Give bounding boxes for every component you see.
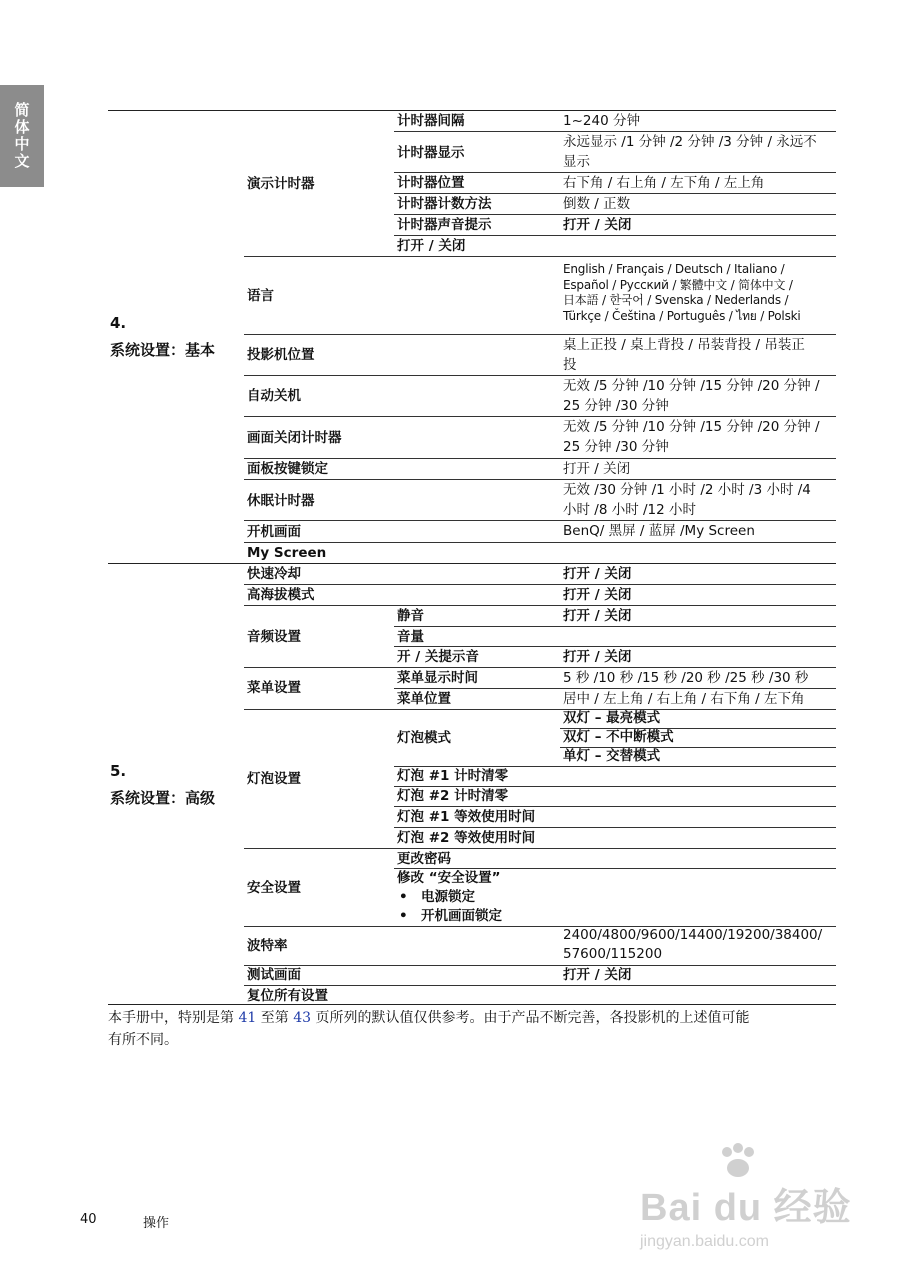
row-line bbox=[244, 584, 836, 585]
footnote-text-1: 本手册中，特别是第 bbox=[108, 1010, 239, 1026]
mute-value: 打开 / 关闭 bbox=[563, 608, 632, 624]
footnote bbox=[108, 1007, 838, 1051]
table-bottom-border bbox=[108, 1004, 836, 1005]
table-top-border bbox=[108, 110, 836, 111]
footnote-text-3: 页所列的默认值仅供参考。由于产品不断完善，各投影机的上述值可能 bbox=[311, 1010, 750, 1026]
beep-label: 开 / 关提示音 bbox=[397, 649, 479, 665]
lamp-mode-value-3: 单灯 – 交替模式 bbox=[563, 748, 661, 764]
watermark-logo: Bai du 经验 bbox=[640, 1187, 852, 1229]
blank-timer-value-1: 无效 /5 分钟 /10 分钟 /15 分钟 /20 分钟 / bbox=[563, 419, 820, 435]
language-values-line-2: Español / Русский / 繁體中文 / 简体中文 / bbox=[563, 277, 793, 292]
timer-display-label: 计时器显示 bbox=[397, 145, 465, 161]
row-line bbox=[244, 709, 836, 710]
auto-off-value-2: 25 分钟 /30 分钟 bbox=[563, 398, 669, 414]
panel-lock-value: 打开 / 关闭 bbox=[563, 461, 631, 477]
splash-lock-label: 开机画面锁定 bbox=[421, 908, 502, 924]
row-line bbox=[244, 985, 836, 986]
projector-position-label: 投影机位置 bbox=[247, 347, 315, 363]
menu-time-value: 5 秒 /10 秒 /15 秒 /20 秒 /25 秒 /30 秒 bbox=[563, 670, 809, 686]
change-password-label: 更改密码 bbox=[397, 851, 451, 867]
timer-position-value: 右下角 / 右上角 / 左下角 / 左上角 bbox=[563, 175, 765, 191]
splash-value: BenQ/ 黑屏 / 蓝屏 /My Screen bbox=[563, 523, 755, 539]
sleep-timer-label: 休眠计时器 bbox=[247, 493, 315, 509]
footer-section-title: 操作 bbox=[143, 1216, 170, 1231]
audio-label: 音频设置 bbox=[247, 629, 301, 645]
lamp-hours2-label: 灯泡 #2 等效使用时间 bbox=[397, 830, 536, 846]
timer-sound-value: 打开 / 关闭 bbox=[563, 217, 632, 233]
sleep-timer-value-2: 小时 /8 小时 /12 小时 bbox=[563, 502, 697, 518]
language-values bbox=[563, 262, 801, 324]
footnote-text-2: 至第 bbox=[256, 1010, 294, 1026]
menu-position-value: 居中 / 左上角 / 右上角 / 右下角 / 左下角 bbox=[563, 691, 805, 707]
language-side-tab: 简体中文 bbox=[0, 85, 44, 187]
lamp-mode-label: 灯泡模式 bbox=[397, 730, 451, 746]
lamp-hours1-label: 灯泡 #1 等效使用时间 bbox=[397, 809, 536, 825]
reset-all-label: 复位所有设置 bbox=[247, 988, 328, 1004]
panel-lock-label: 面板按键锁定 bbox=[247, 461, 328, 477]
timer-interval-value: 1~240 分钟 bbox=[563, 113, 640, 129]
modify-security-label: 修改 “安全设置” bbox=[397, 870, 501, 886]
timer-sound-label: 计时器声音提示 bbox=[397, 217, 492, 233]
lamp-reset1-label: 灯泡 #1 计时清零 bbox=[397, 768, 509, 784]
splash-label: 开机画面 bbox=[247, 524, 301, 540]
timer-method-label: 计时器计数方法 bbox=[397, 196, 492, 212]
high-altitude-label: 高海拔模式 bbox=[247, 587, 315, 603]
baud-label: 波特率 bbox=[247, 938, 288, 954]
power-lock-label: 电源锁定 bbox=[421, 889, 475, 905]
lamp-reset2-label: 灯泡 #2 计时清零 bbox=[397, 788, 509, 804]
volume-label: 音量 bbox=[397, 629, 424, 645]
timer-method-value: 倒数 / 正数 bbox=[563, 196, 631, 212]
watermark-url: jingyan.baidu.com bbox=[640, 1233, 769, 1250]
baud-value-2: 57600/115200 bbox=[563, 946, 663, 962]
projector-position-value-2: 投 bbox=[563, 357, 577, 373]
quick-cool-label: 快速冷却 bbox=[247, 566, 301, 582]
page-number: 40 bbox=[80, 1212, 97, 1227]
language-label: 语言 bbox=[247, 288, 274, 304]
timer-position-label: 计时器位置 bbox=[397, 175, 465, 191]
projector-position-value-1: 桌上正投 / 桌上背投 / 吊装背投 / 吊装正 bbox=[563, 337, 805, 353]
section-4-number: 4. bbox=[110, 314, 127, 332]
menu-time-label: 菜单显示时间 bbox=[397, 670, 478, 686]
test-pattern-label: 测试画面 bbox=[247, 967, 301, 983]
row-line bbox=[244, 458, 836, 459]
test-pattern-value: 打开 / 关闭 bbox=[563, 967, 632, 983]
row-line bbox=[244, 605, 836, 606]
security-label: 安全设置 bbox=[247, 880, 301, 896]
beep-value: 打开 / 关闭 bbox=[563, 649, 632, 665]
row-line bbox=[244, 542, 836, 543]
timer-interval-label: 计时器间隔 bbox=[397, 113, 465, 129]
menu-position-label: 菜单位置 bbox=[397, 691, 451, 707]
language-values-line-4: Türkçe / Čeština / Português / ไทย / Polski bbox=[563, 308, 801, 323]
row-line bbox=[244, 848, 836, 849]
high-altitude-value: 打开 / 关闭 bbox=[563, 587, 632, 603]
timer-label: 演示计时器 bbox=[247, 176, 315, 192]
section-5-number: 5. bbox=[110, 762, 127, 780]
language-values-line-1: English / Français / Deutsch / Italiano / bbox=[563, 262, 785, 276]
auto-off-value-1: 无效 /5 分钟 /10 分钟 /15 分钟 /20 分钟 / bbox=[563, 378, 820, 394]
section-5-title: 系统设置：高级 bbox=[110, 789, 216, 807]
bullet-1: • bbox=[399, 889, 408, 905]
blank-timer-label: 画面关闭计时器 bbox=[247, 430, 342, 446]
sleep-timer-value-1: 无效 /30 分钟 /1 小时 /2 小时 /3 小时 /4 bbox=[563, 482, 811, 498]
mute-label: 静音 bbox=[397, 608, 424, 624]
row-line bbox=[394, 626, 836, 627]
lamp-label: 灯泡设置 bbox=[247, 771, 301, 787]
baidu-watermark bbox=[640, 1146, 860, 1250]
footnote-text-4: 有所不同。 bbox=[108, 1032, 178, 1048]
quick-cool-value: 打开 / 关闭 bbox=[563, 566, 632, 582]
row-line bbox=[244, 965, 836, 966]
page-link-41[interactable]: 41 bbox=[238, 1010, 257, 1026]
timer-display-value-2: 显示 bbox=[563, 154, 590, 170]
baud-value-1: 2400/4800/9600/14400/19200/38400/ bbox=[563, 927, 823, 943]
section-4-title: 系统设置：基本 bbox=[110, 341, 216, 359]
my-screen-label: My Screen bbox=[247, 545, 327, 561]
auto-off-label: 自动关机 bbox=[247, 388, 301, 404]
page-link-43[interactable]: 43 bbox=[293, 1010, 312, 1026]
language-values-line-3: 日本語 / 한국어 / Svenska / Nederlands / bbox=[563, 293, 789, 307]
lamp-mode-value-2: 双灯 – 不中断模式 bbox=[563, 729, 674, 745]
bullet-2: • bbox=[399, 908, 408, 924]
lamp-mode-value-1: 双灯 – 最亮模式 bbox=[563, 710, 661, 726]
row-line bbox=[244, 256, 836, 257]
blank-timer-value-2: 25 分钟 /30 分钟 bbox=[563, 439, 669, 455]
timer-display-value-1: 永远显示 /1 分钟 /2 分钟 /3 分钟 / 永远不 bbox=[563, 134, 817, 150]
section-divider bbox=[108, 563, 836, 564]
menu-label: 菜单设置 bbox=[247, 680, 301, 696]
timer-onoff-label: 打开 / 关闭 bbox=[397, 238, 466, 254]
paw-icon bbox=[717, 1142, 759, 1182]
